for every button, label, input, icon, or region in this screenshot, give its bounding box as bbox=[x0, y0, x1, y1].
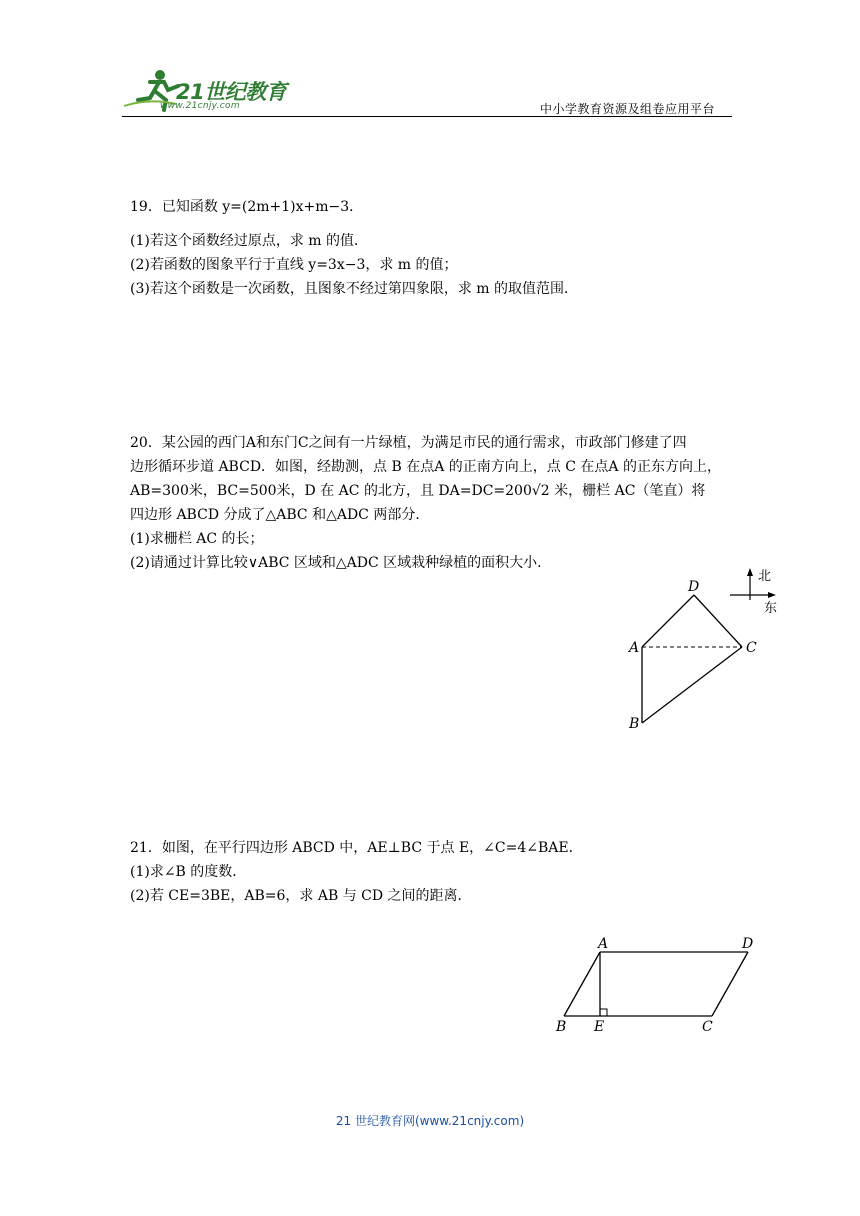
q20-part2: (2)请通过计算比较∨ABC 区域和△ADC 区域栽种绿植的面积大小． bbox=[130, 555, 552, 571]
logo-text: 21世纪教育 bbox=[176, 80, 287, 104]
q21-stem: 21．如图，在平行四边形 ABCD 中，AE⊥BC 于点 E，∠C=4∠BAE． bbox=[130, 840, 583, 856]
side-DC bbox=[694, 595, 742, 647]
header-divider bbox=[122, 116, 732, 117]
side-AB bbox=[564, 952, 600, 1016]
label-A: A bbox=[629, 640, 640, 656]
label-E: E bbox=[594, 1019, 605, 1035]
q20-line1: 20．某公园的西门A和东门C之间有一片绿植，为满足市民的通行需求，市政部门修建了四 bbox=[130, 435, 687, 451]
label-D: D bbox=[742, 936, 754, 952]
side-DC bbox=[712, 952, 748, 1016]
label-C: C bbox=[702, 1019, 713, 1035]
label-B: B bbox=[629, 716, 640, 732]
logo-url: www.21cnjy.com bbox=[160, 101, 240, 111]
q21-part2: (2)若 CE=3BE，AB=6，求 AB 与 CD 之间的距离． bbox=[130, 888, 472, 904]
q20-part1: (1)求栅栏 AC 的长； bbox=[130, 531, 264, 547]
q20-line3: AB=300米，BC=500米，D 在 AC 的北方，且 DA=DC=200√2 米，栅栏 AC（笔直）将 bbox=[130, 483, 706, 499]
q19-part3: (3)若这个函数是一次函数，且图象不经过第四象限，求 m 的取值范围． bbox=[130, 281, 579, 297]
right-angle-mark bbox=[600, 1009, 607, 1016]
label-A: A bbox=[598, 936, 609, 952]
q19-part1: (1)若这个函数经过原点，求 m 的值． bbox=[130, 233, 369, 249]
q19-part2: (2)若函数的图象平行于直线 y=3x−3，求 m 的值； bbox=[130, 257, 458, 273]
side-AD bbox=[642, 595, 694, 647]
q21-figure bbox=[550, 932, 770, 1037]
q20-figure bbox=[620, 560, 790, 740]
footer-link[interactable]: 21 世纪教育网(www.21cnjy.com) bbox=[335, 1114, 525, 1128]
label-D: D bbox=[688, 579, 700, 595]
platform-name: 中小学教育资源及组卷应用平台 bbox=[540, 102, 716, 116]
label-north: 北 bbox=[758, 569, 772, 584]
label-east: 东 bbox=[764, 601, 778, 616]
q20-line2: 边形循环步道 ABCD．如图，经勘测，点 B 在点A 的正南方向上，点 C 在点A 的正东方向上， bbox=[130, 459, 721, 475]
side-BC bbox=[642, 647, 742, 723]
label-C: C bbox=[746, 640, 757, 656]
q19-stem: 19．已知函数 y=(2m+1)x+m−3． bbox=[130, 199, 364, 215]
label-B: B bbox=[556, 1019, 567, 1035]
q21-part1: (1)求∠B 的度数． bbox=[130, 864, 247, 880]
q20-line4: 四边形 ABCD 分成了△ABC 和△ADC 两部分． bbox=[130, 507, 430, 523]
